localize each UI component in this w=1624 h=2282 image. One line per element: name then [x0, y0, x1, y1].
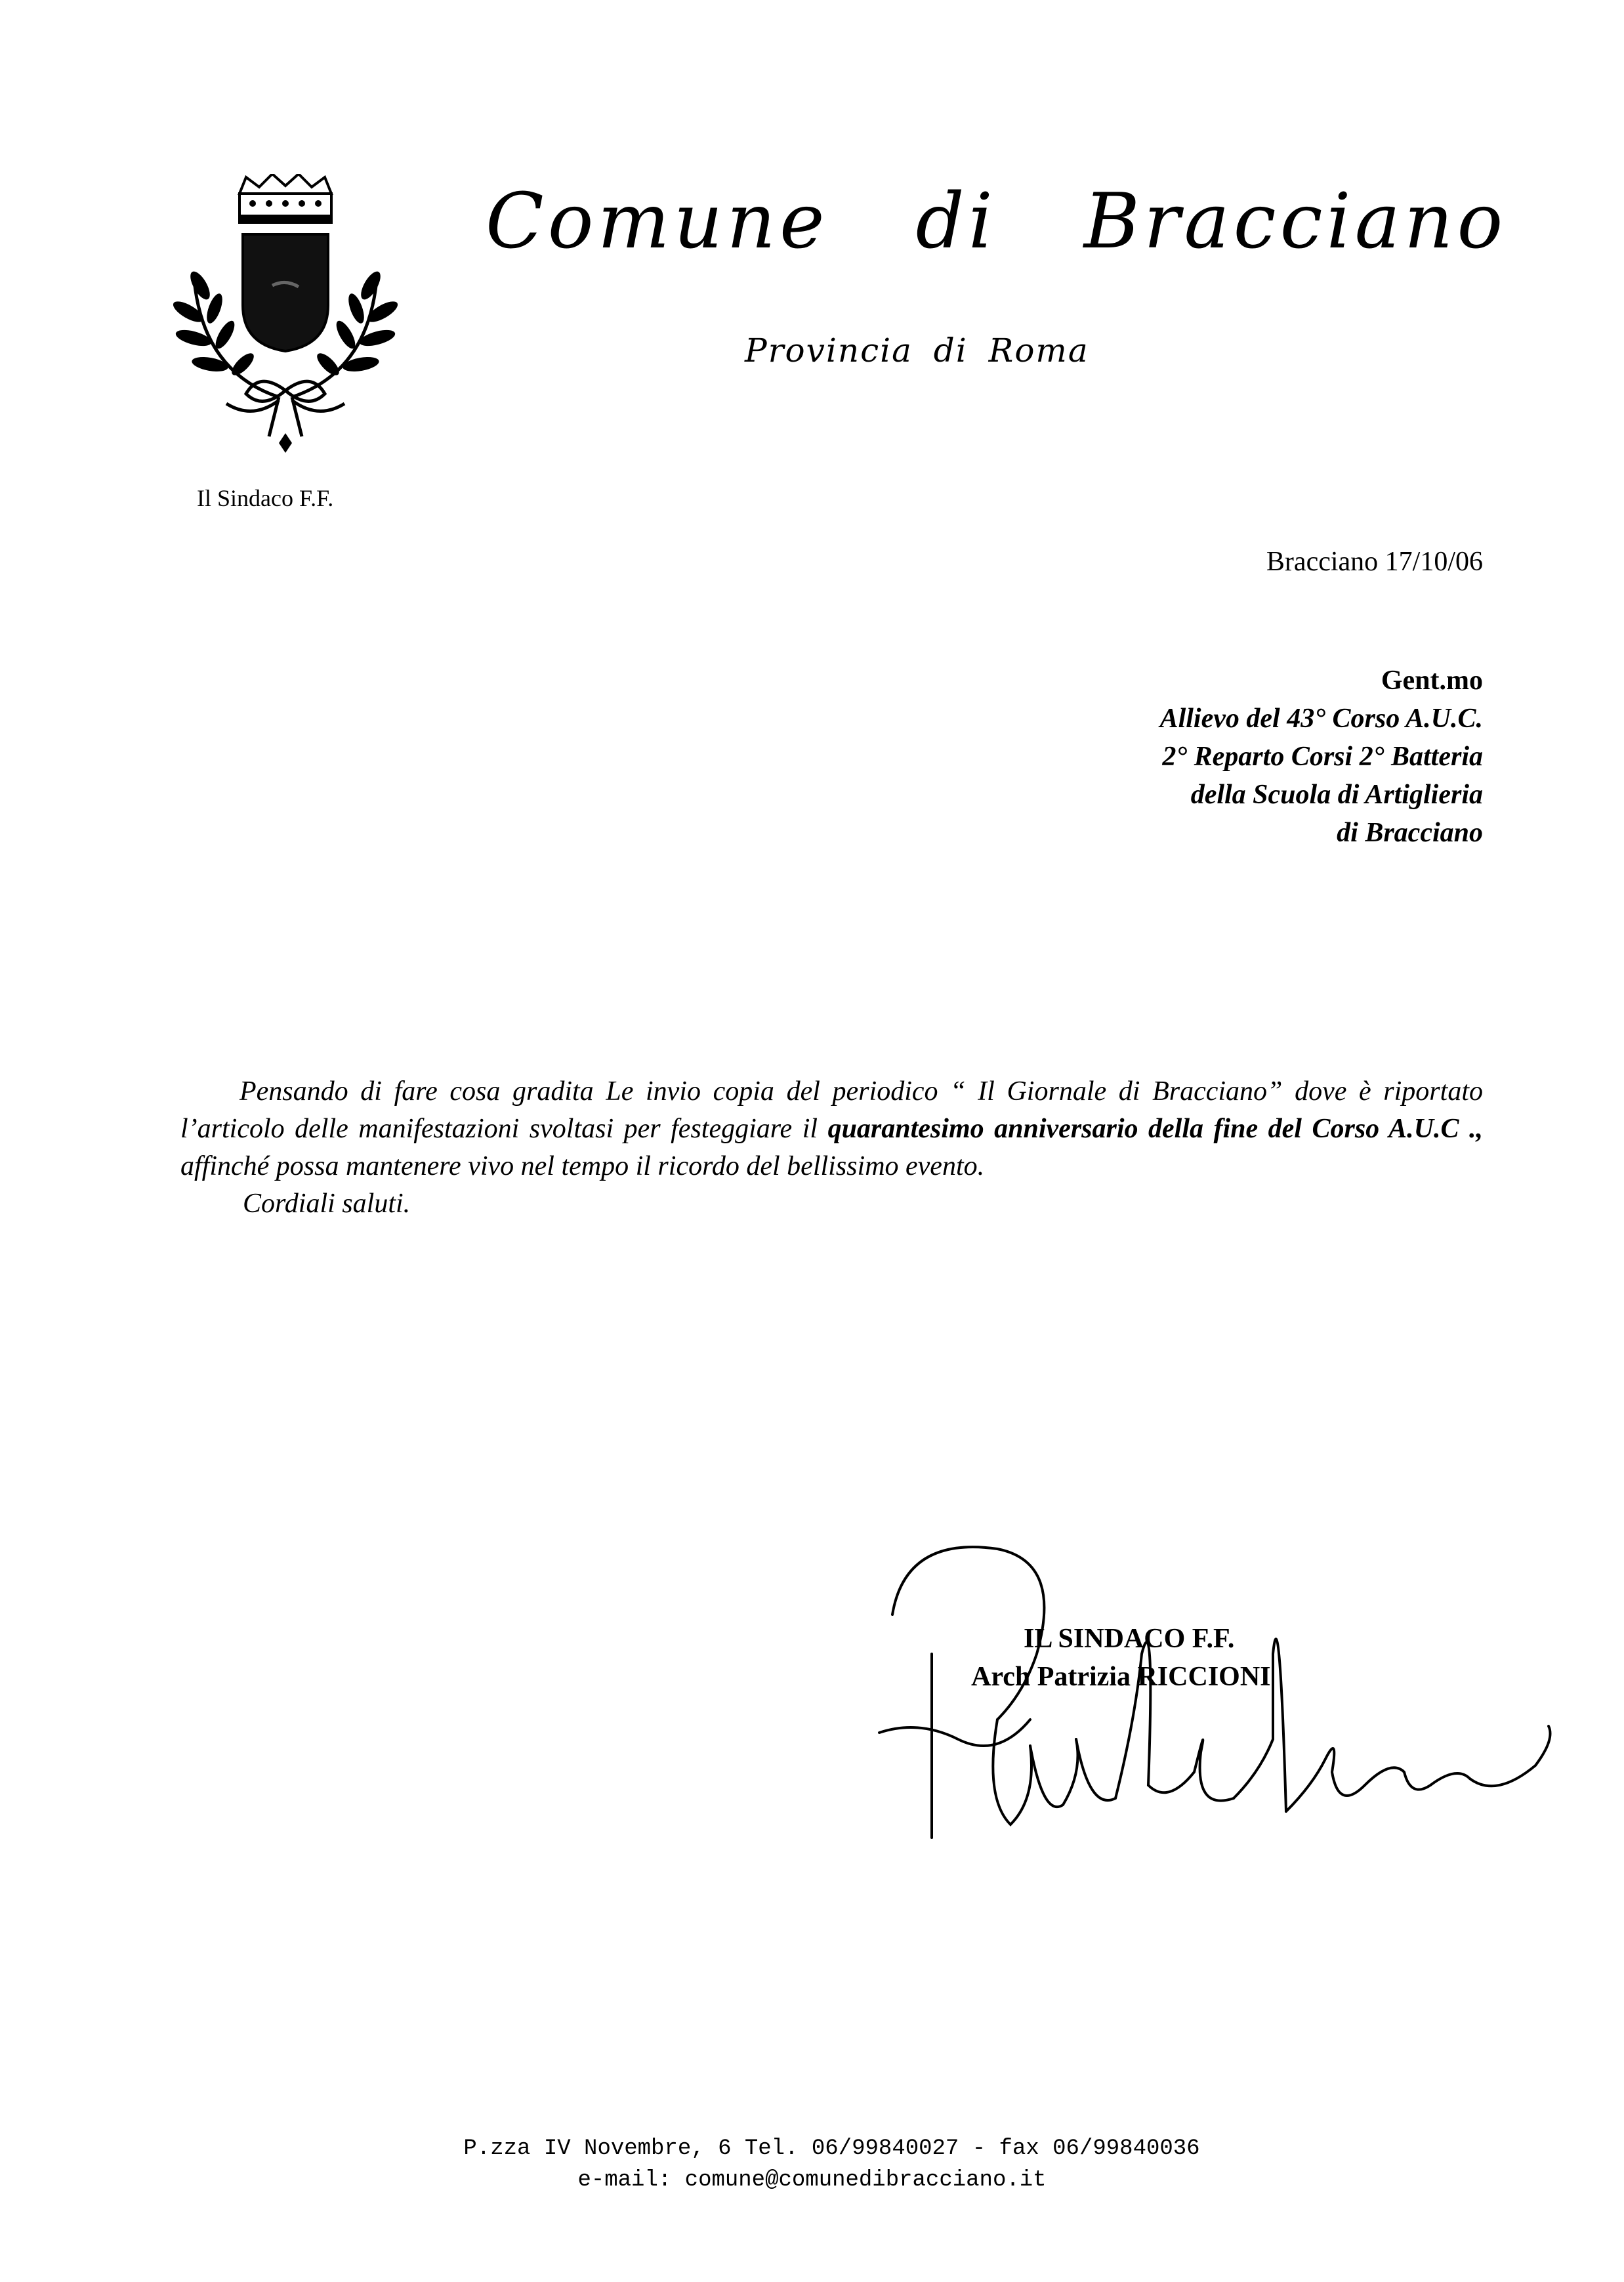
- letter-body: [180, 1073, 1483, 1223]
- addressee-block: [1160, 662, 1483, 852]
- addressee-line: 2° Reparto Corsi 2° Batteria: [1162, 742, 1483, 772]
- footer-email: e-mail: comune@comunedibracciano.it: [577, 2168, 1047, 2193]
- municipality-title: Comune di Bracciano: [486, 177, 1507, 266]
- addressee-line: della Scuola di Artiglieria: [1190, 780, 1483, 810]
- body-text-bold: quarantesimo anniversario della fine del Corso A.U.C .,: [827, 1114, 1483, 1144]
- signer-name: Arch Patrizia RICCIONI: [971, 1662, 1271, 1692]
- addressee-greeting: Gent.mo: [1381, 666, 1483, 696]
- province-subtitle: Provincia di Roma: [745, 331, 1089, 370]
- signer-title: IL SINDACO F.F.: [1024, 1624, 1235, 1654]
- body-text-part2: affinché possa mantenere vivo nel tempo il ricordo del bellissimo evento.: [180, 1151, 985, 1181]
- addressee-line: Allievo del 43° Corso A.U.C.: [1159, 704, 1483, 734]
- letter-footer: [0, 2133, 1624, 2196]
- body-paragraph: [180, 1073, 1483, 1185]
- coat-of-arms-icon: [148, 174, 423, 463]
- body-text-part1: Pensando di fare cosa gradita Le invio copia del periodico “ Il Giornale di Bracciano” dove è riportato l’articolo delle manifestazioni svoltasi per festeggiare il: [180, 1076, 1483, 1144]
- footer-address: P.zza IV Novembre, 6 Tel. 06/99840027 - fax 06/99840036: [463, 2136, 1200, 2161]
- letter-date: Bracciano 17/10/06: [1266, 547, 1483, 577]
- addressee-line: di Bracciano: [1337, 818, 1483, 848]
- office-label: Il Sindaco F.F.: [197, 485, 334, 511]
- closing-line: Cordiali saluti.: [243, 1189, 411, 1219]
- handwritten-signature-icon: [866, 1523, 1575, 1890]
